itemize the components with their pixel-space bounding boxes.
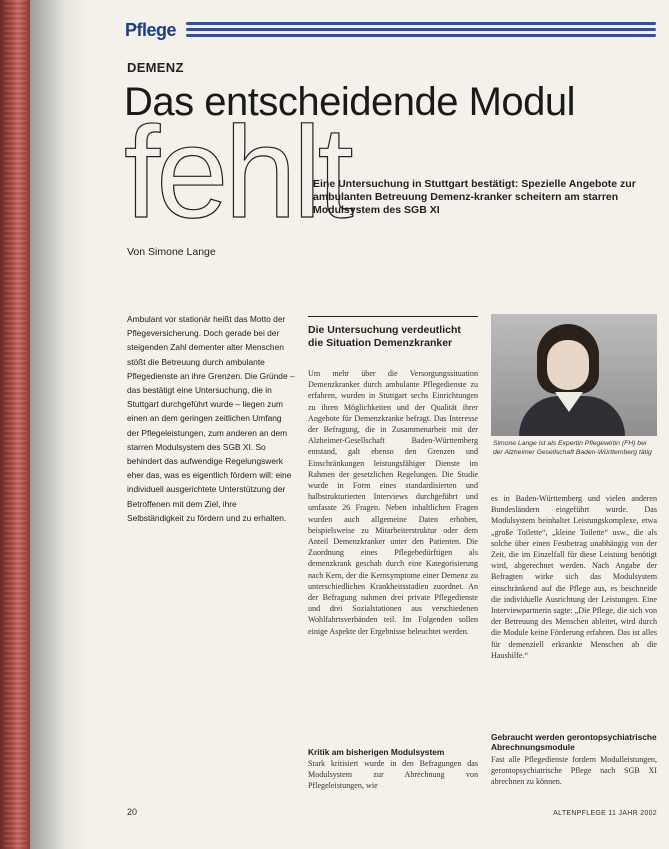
kicker: DEMENZ xyxy=(127,60,184,75)
column-rule xyxy=(308,316,478,317)
section-bars xyxy=(186,22,656,42)
column2-body-2: Stark kritisiert wurde in den Befragungen das Modulsystem zur Abrechnung von Pflegeleistungen, wie xyxy=(308,759,478,791)
column2-subheading: Kritik am bisherigen Modulsystem xyxy=(308,747,445,757)
column3-body: es in Baden-Württemberg und vielen anderen Bundesländern eingeführt wurde. Das Modulsystem beinhaltet Leistungskomplexe, etwa „große Toilette“, „kleine Toilette“ usw., die als solche über einen Festbetrag unabhängig von der Zeit, die im Einzelfall für diese Leistung benötigt wird, abgerechnet werden. Nach Angabe der Befragten wirke sich das Modulsystem einschränkend auf die Pflege aus, es beschneide die individuelle Ausrichtung der Leistungen. Eine Interviewpartnerin sagte: „Die Pflege, die sich von der Betreuung des Menschen ableitet, wird durch die Module keine Förderung erfahren. Das ist alles für demenziell erkrankte Menschen ab die Haushilfe.“ xyxy=(491,494,657,660)
intro-paragraph: Ambulant vor stationär heißt das Motto der Pflegeversicherung. Doch gerade bei der steigenden Zahl dementer alter Menschen stößt die Betreuung durch ambulante Pflegedienste an ihre Grenzen. Die Gründe – das bestätigt eine Untersuchung, die in Stuttgart durchgeführt wurde – liegen zum einen an dem geringen zeitlichen Umfang der Pflegeleistungen, zum anderen an dem starren Modulsystem des SGB XI. So behindert das aufwendige Regelungswerk eher das, was es eigentlich fördern will: eine individuell ausgerichtete Unterstützung der Betroffenen mit dem Ziel, ihre Selbständigkeit zu fördern und zu erhalten. xyxy=(127,314,295,523)
book-edge xyxy=(0,0,30,849)
section-label: Pflege xyxy=(125,20,177,40)
column3-subheading: Gebraucht werden gerontopsychiatrische Abrechnungsmodule xyxy=(491,732,657,752)
gutter-shadow xyxy=(30,0,90,849)
byline: Von Simone Lange xyxy=(127,246,216,258)
subheadline: Eine Untersuchung in Stuttgart bestätigt: Spezielle Angebote zur ambulanten Betreuung Demenz-kranker scheitern am starren Modulsystem des SGB XI xyxy=(313,178,636,216)
big-outline-word: fehlt xyxy=(124,99,350,245)
page-number: 20 xyxy=(127,807,138,817)
column3-body-2: Fast alle Pflegedienste fordern Modulleistungen, gerontopsychiatrische Pflege nach SGB XI abrechnen zu können. xyxy=(491,755,657,787)
magazine-footer: ALTENPFLEGE 11 JAHR 2002 xyxy=(553,810,657,817)
author-photo xyxy=(491,314,657,436)
photo-caption: Simone Lange ist als Expertin Pflegewirtin (FH) bei der Alzheimer Gesellschaft Baden-Württemberg tätig xyxy=(493,440,652,456)
column2-heading: Die Untersuchung verdeutlicht die Situation Demenzkranker xyxy=(308,324,461,349)
column2-body: Um mehr über die Versorgungssituation Demenzkranker durch ambulante Pflegedienste zu erfahren, wurden in Stuttgart sechs Einrichtungen zu ihren Möglichkeiten und der Qualität ihrer Angebote für Demenzkranke befragt. Das Interesse der Befragung, die in Zusammenarbeit mit der Alzheimer-Gesellschaft Baden-Württemberg entstand, galt ebenso den Grenzen und Einschränkungen leistungsfähiger Dienste im Rahmen der gesetzlichen Regelungen. Die Studie wurde in Form eines standardisierten und halbstrukturierten Interviews durchgeführt und umfasste 26 Fragen. Neben inhaltlichen Fragen wurden auch allgemeine Daten erhoben, beispielsweise zu Mitarbeiterstruktur oder dem Anteil Demenzkranker unter den Patienten. Die Zuordnung eines Pflegebedürftigen als demenzkrank geschah durch eine Kategorisierung nach Kern, der die Kernsymptome einer Demenz zu unterschiedlichen Krankheitsstadien zuordnet. An der Befragung nahmen drei private Pflegedienste und drei Sozialstationen aus verschiedenen Wohlfahrtsverbänden teil. Im Folgenden sollen einige Aspekte der Ergebnisse beleuchtet werden. xyxy=(308,369,478,636)
headline: Das entscheidende Modul xyxy=(124,80,576,124)
